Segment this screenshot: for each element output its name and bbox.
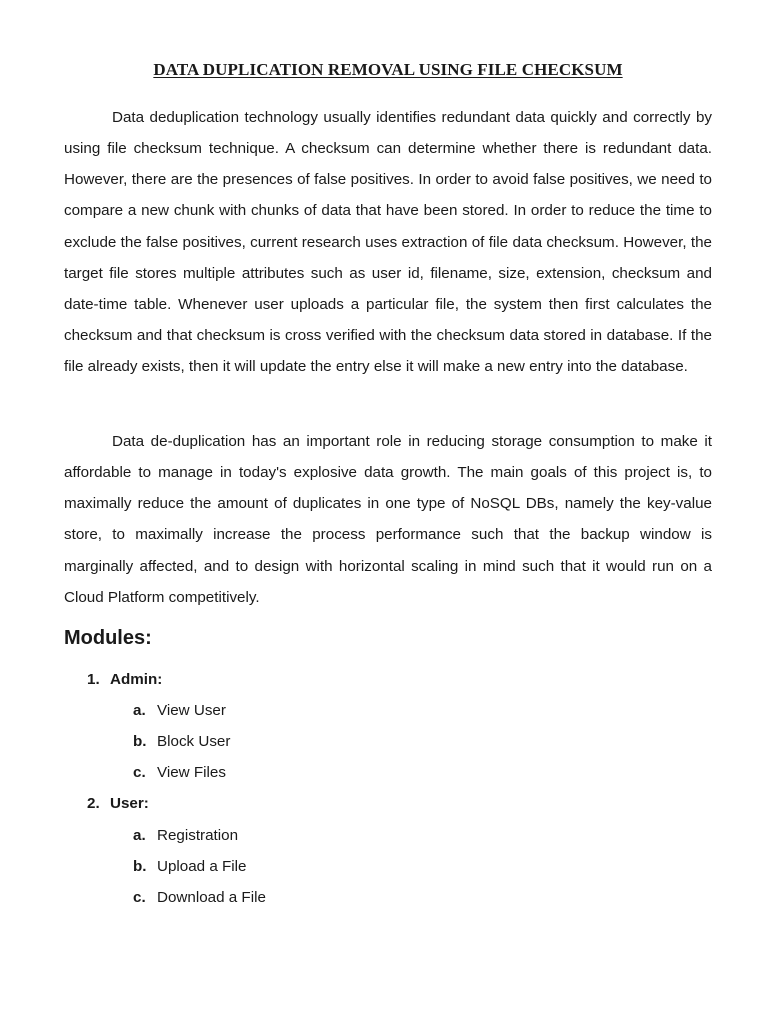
list-item-label: Download a File <box>157 889 266 906</box>
module-label: Admin: <box>110 671 163 688</box>
paragraph-intro: Data deduplication technology usually identifies redundant data quickly and correctly by using file checksum technique. A checksum can determine whether there is redundant data. However, there are the presences of false positives. In order to avoid false positives, we need to compare a new chunk with chunks of data that have been stored. In order to reduce the time to exclude the false positives, current research uses extraction of file data checksum. However, the target file stores multiple attributes such as user id, filename, size, extension, checksum and date-time table. Whenever user uploads a particular file, the system then first calculates the checksum and that checksum is cross verified with the checksum data stored in database. If the file already exists, then it will update the entry else it will make a new entry into the database. <box>64 109 712 376</box>
list-marker: a. <box>133 702 146 719</box>
admin-item-view-user <box>133 701 226 721</box>
admin-item-block-user <box>133 732 230 752</box>
list-marker: c. <box>133 764 146 781</box>
list-marker: b. <box>133 858 147 875</box>
list-marker: c. <box>133 889 146 906</box>
module-label: User: <box>110 795 149 812</box>
module-user <box>87 794 149 814</box>
admin-item-view-files <box>133 763 226 783</box>
module-admin <box>87 670 162 690</box>
paragraph-goals: Data de-duplication has an important role in reducing storage consumption to make it affordable to manage in today's explosive data growth. The main goals of this project is, to maximally reduce the amount of duplicates in one type of NoSQL DBs, namely the key-value store, to maximally increase the process performance such that the backup window is marginally affected, and to design with horizontal scaling in mind such that it would run on a Cloud Platform competitively. <box>64 433 712 606</box>
list-item-label: Upload a File <box>157 858 247 875</box>
user-item-upload-file <box>133 857 247 877</box>
list-marker: b. <box>133 733 147 750</box>
list-marker: 2. <box>87 795 100 812</box>
modules-heading: Modules: <box>64 627 152 649</box>
list-item-label: Registration <box>157 827 239 844</box>
user-item-registration <box>133 826 238 846</box>
list-marker: 1. <box>87 671 100 688</box>
list-marker: a. <box>133 827 146 844</box>
document-title: DATA DUPLICATION REMOVAL USING FILE CHECKSUM <box>153 60 623 79</box>
user-item-download-file <box>133 888 266 908</box>
list-item-label: Block User <box>157 733 231 750</box>
list-item-label: View User <box>157 702 226 719</box>
list-item-label: View Files <box>157 764 226 781</box>
